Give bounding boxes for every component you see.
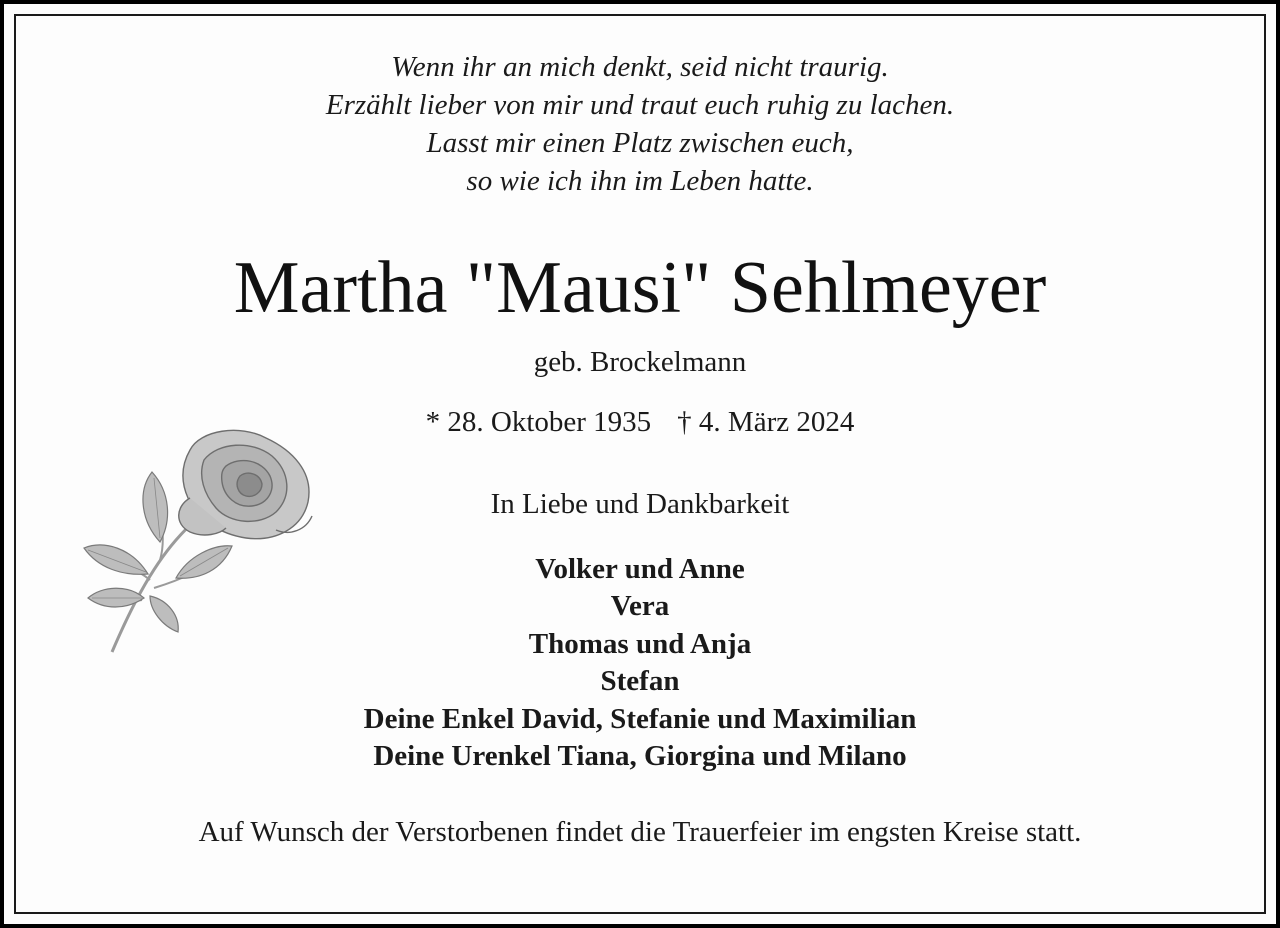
- poem-line-3: Lasst mir einen Platz zwischen euch,: [426, 127, 854, 159]
- rose-icon: [80, 420, 320, 660]
- mourner-line: Stefan: [600, 665, 680, 697]
- mourner-line: Deine Urenkel Tiana, Giorgina und Milano: [373, 740, 907, 772]
- poem-line-4: so wie ich ihn im Leben hatte.: [466, 165, 814, 197]
- death-date: † 4. März 2024: [677, 406, 855, 438]
- mourner-line: Vera: [610, 590, 670, 622]
- funeral-notice: Auf Wunsch der Verstorbenen findet die Trauerfeier im engsten Kreise statt.: [198, 816, 1082, 848]
- birth-name: geb. Brockelmann: [533, 346, 747, 378]
- deceased-name: Martha "Mausi" Sehlmeyer: [233, 247, 1047, 329]
- mourner-line: Thomas und Anja: [528, 628, 752, 660]
- dedication: In Liebe und Dankbarkeit: [490, 488, 790, 520]
- mourner-line: Volker und Anne: [535, 553, 745, 585]
- mourner-line: Deine Enkel David, Stefanie und Maximilian: [363, 703, 917, 735]
- poem-line-2: Erzählt lieber von mir und traut euch ruhig zu lachen.: [325, 89, 955, 121]
- birth-date: * 28. Oktober 1935: [425, 406, 652, 438]
- poem-line-1: Wenn ihr an mich denkt, seid nicht traurig.: [391, 51, 889, 83]
